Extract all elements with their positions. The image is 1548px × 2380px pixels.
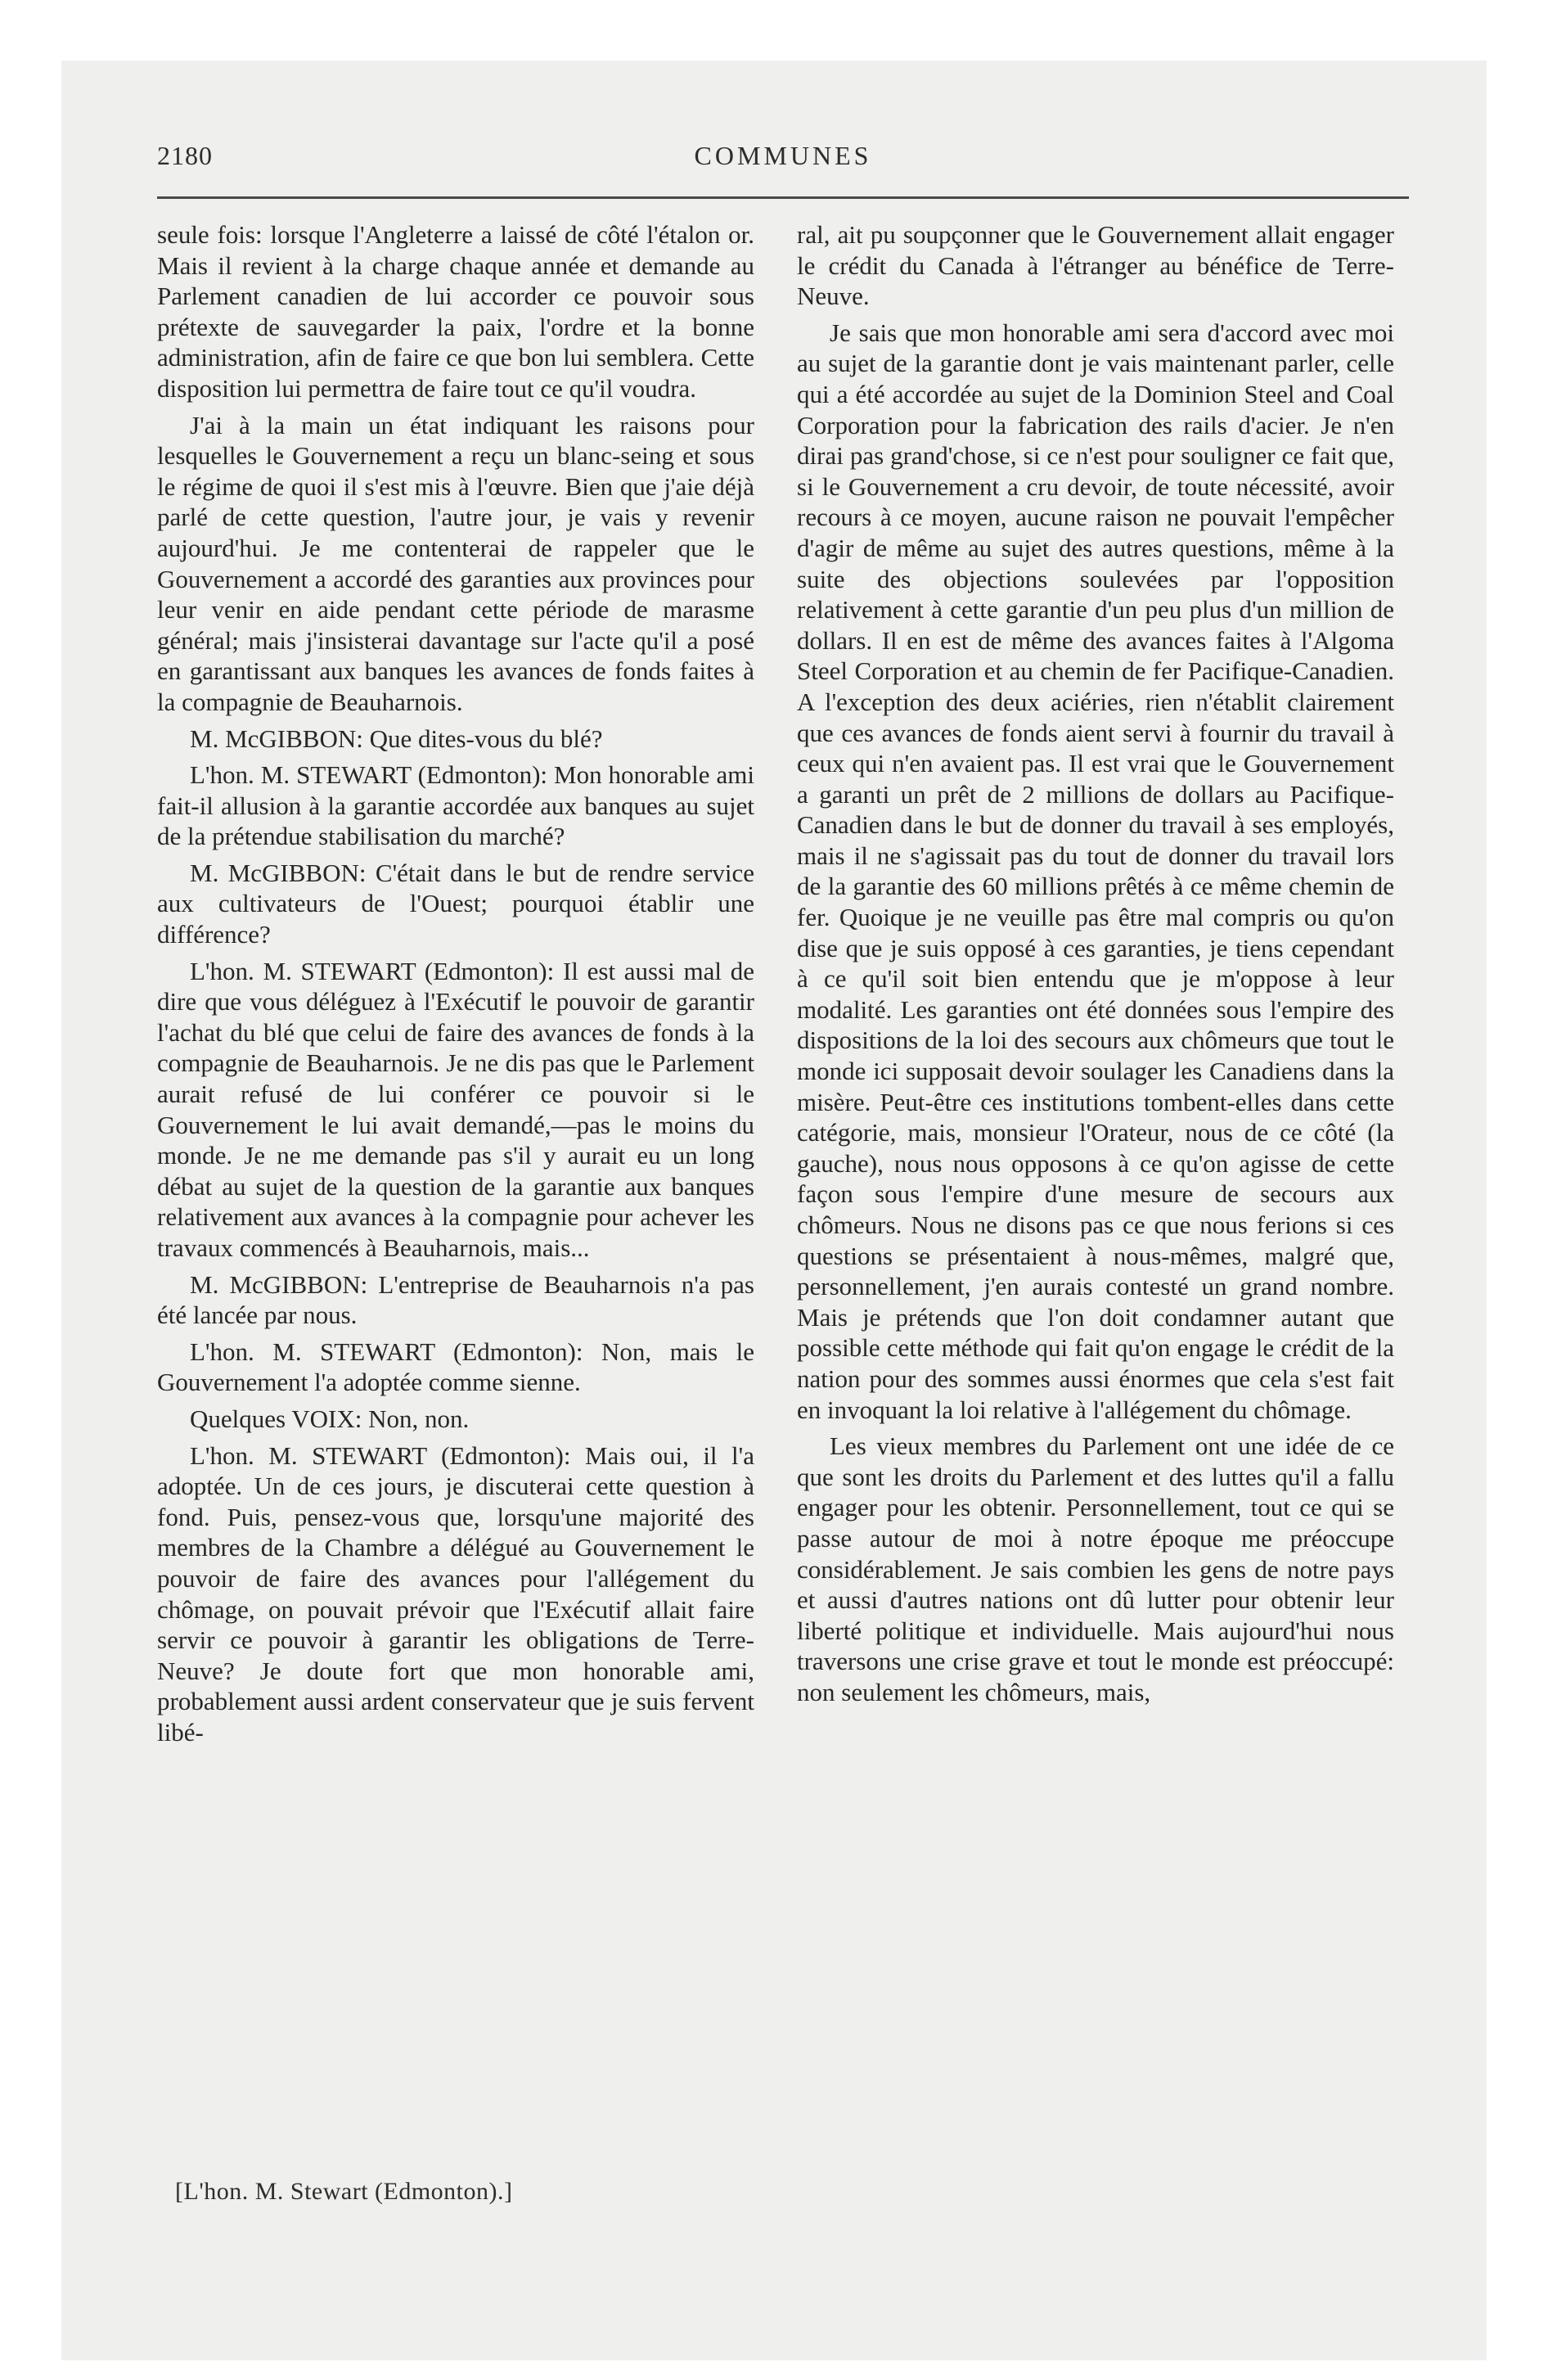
paragraph: L'hon. M. STEWART (Edmonton): Non, mais le Gouvernement l'a adoptée comme sienne. xyxy=(157,1336,754,1397)
paragraph: Quelques VOIX: Non, non. xyxy=(190,1404,470,1433)
paragraph: L'hon. M. STEWART (Edmonton): Mais oui, il l'a adoptée. Un de ces jours, je discuterai cette question à fond. Puis, pensez-vous que, lorsqu'une majorité des membres de la Chambre a délégué au Gouvernement le pouvoir de faire des avances pour l'allégement du chômage, on pouvait prévoir que l'Exécutif allait faire servir ce pouvoir à garantir les obligations de Terre-Neuve? Je doute fort que mon honorable ami, probablement aussi ardent conservateur que je suis fervent libé- xyxy=(157,1440,754,1747)
speaker-footer-reference: [L'hon. M. Stewart (Edmonton).] xyxy=(175,2178,513,2205)
paragraph: seule fois: lorsque l'Angleterre a laissé de côté l'étalon or. Mais il revient à la charge chaque année et demande au Parlement canadien de lui accorder ce pouvoir sous prétexte de sauvegarder la paix, l'ordre et la bonne administration, afin de faire ce que bon lui semblera. Cette disposition lui permettra de faire tout ce qu'il voudra. xyxy=(157,220,754,403)
header-rule xyxy=(157,196,1409,199)
paragraph: M. McGIBBON: Que dites-vous du blé? xyxy=(190,723,603,753)
paragraph: Les vieux membres du Parlement ont une idée de ce que sont les droits du Parlement et des luttes qu'il a fallu engager pour les obtenir. Personnellement, tout ce qui se passe autour de moi à notre époque me préoccupe considérablement. Je sais combien les gens de notre pays et aussi d'autres nations ont dû lutter pour obtenir leur liberté politique et individuelle. Mais aujourd'hui nous traversons une crise grave et tout le monde est préoccupé: non seulement les chômeurs, mais, xyxy=(797,1431,1394,1706)
paragraph: J'ai à la main un état indiquant les raisons pour lesquelles le Gouvernement a reçu un blanc-seing et sous le régime de quoi il s'est mis à l'œuvre. Bien que j'aie déjà parlé de cette question, l'autre jour, je vais y revenir aujourd'hui. Je me contenterai de rappeler que le Gouvernement a accordé des garanties aux provinces pour leur venir en aide pendant cette période de marasme général; mais j'insisterai davantage sur l'acte qu'il a posé en garantissant aux banques les avances de fonds faites à la compagnie de Beauharnois. xyxy=(157,410,754,716)
paragraph: ral, ait pu soupçonner que le Gouvernement allait engager le crédit du Canada à l'étranger au bénéfice de Terre-Neuve. xyxy=(797,220,1394,311)
paragraph: M. McGIBBON: L'entreprise de Beauharnois n'a pas été lancée par nous. xyxy=(157,1269,754,1330)
paragraph: M. McGIBBON: C'était dans le but de rendre service aux cultivateurs de l'Ouest; pourquoi établir une différence? xyxy=(157,858,754,949)
page-header xyxy=(157,141,1409,182)
paragraph: Je sais que mon honorable ami sera d'accord avec moi au sujet de la garantie dont je vais maintenant parler, celle qui a été accordée au sujet de la Dominion Steel and Coal Corporation pour la fabrication des rails d'acier. Je n'en dirai pas grand'chose, si ce n'est pour souligner ce fait que, si le Gouvernement a cru devoir, de toute nécessité, avoir recours à ce moyen, aucune raison ne pouvait l'empêcher d'agir de même au sujet des autres questions, même à la suite des objections soulevées par l'opposition relativement à cette garantie d'un peu plus d'un million de dollars. Il en est de même des avances faites à l'Algoma Steel Corporation et au chemin de fer Pacifique-Canadien. A l'exception des deux aciéries, rien n'établit clairement que ces avances de fonds aient servi à fournir du travail à ceux qui n'en avaient pas. Il est vrai que le Gouvernement a garanti un prêt de 2 millions de dollars au Pacifique-Canadien dans le but de donner du travail à ses employés, mais il ne s'agissait pas du tout de donner du travail lors de la garantie des 60 millions prêtés à ce même chemin de fer. Quoique je ne veuille pas être mal compris ou qu'on dise que je suis opposé à ces garanties, je tiens cependant à ce qu'il soit bien entendu que je m'oppose à leur modalité. Les garanties ont été données sous l'empire des dispositions de la loi des secours aux chômeurs que tout le monde ici supposait devoir soulager les Canadiens dans la misère. Peut-être ces institutions tombent-elles dans cette catégorie, mais, monsieur l'Orateur, nous de ce côté (la gauche), nous nous opposons à ce qu'on agisse de cette façon sous l'empire d'une mesure de secours aux chômeurs. Nous ne disons pas ce que nous ferions si ces questions se présentaient à nous-mêmes, malgré que, personnellement, j'en aurais contesté un grand nombre. Mais je prétends que l'on doit condamner autant que possible cette méthode qui fait qu'on engage le crédit de la nation pour des sommes aussi énormes que cela s'est fait en invoquant la loi relative à l'allégement du chômage. xyxy=(797,318,1394,1424)
left-column xyxy=(157,219,754,1748)
paragraph: L'hon. M. STEWART (Edmonton): Il est aussi mal de dire que vous déléguez à l'Exécutif le pouvoir de garantir l'achat du blé que celui de faire des avances de fonds à la compagnie de Beauharnois. Je ne dis pas que le Parlement aurait refusé de lui conférer ce pouvoir si le Gouvernement le lui avait demandé,—pas le moins du monde. Je ne me demande pas s'il y aurait eu un long débat au sujet de la question de la garantie aux banques relativement aux avances à la compagnie pour achever les travaux commencés à Beauharnois, mais... xyxy=(157,956,754,1262)
page-number: 2180 xyxy=(157,141,213,170)
running-title: COMMUNES xyxy=(694,141,872,170)
paragraph: L'hon. M. STEWART (Edmonton): Mon honorable ami fait-il allusion à la garantie accordée aux banques au sujet de la prétendue stabilisation du marché? xyxy=(157,760,754,851)
right-column xyxy=(797,219,1394,1708)
